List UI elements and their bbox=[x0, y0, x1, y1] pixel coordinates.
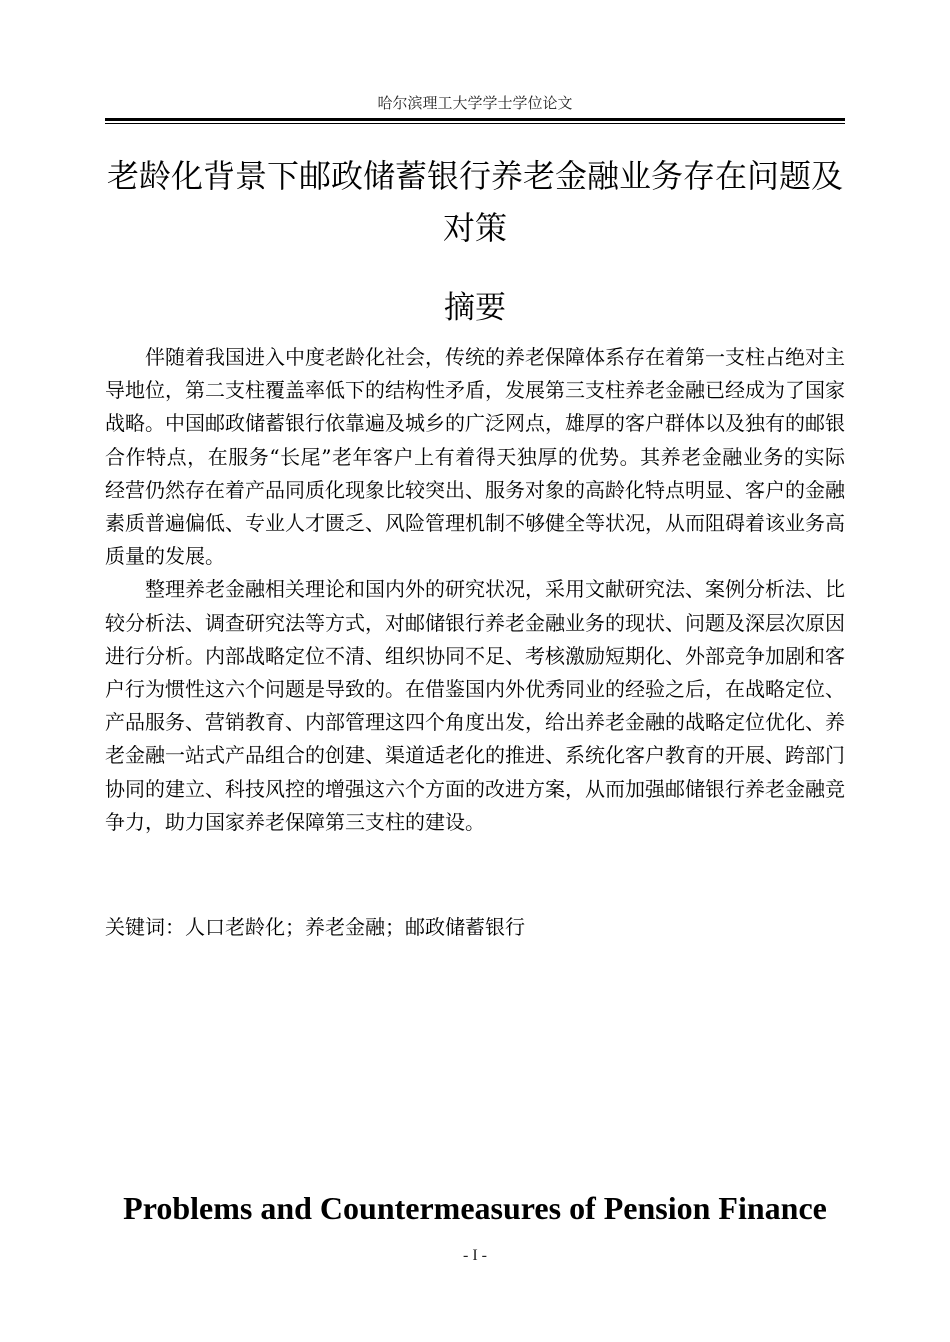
keywords-text: 人口老龄化；养老金融；邮政储蓄银行 bbox=[185, 915, 525, 939]
header-rule-thin bbox=[105, 123, 845, 124]
keywords-line bbox=[105, 912, 845, 942]
header-rule-thick bbox=[105, 118, 845, 121]
abstract-paragraph-1: 伴随着我国进入中度老龄化社会，传统的养老保障体系存在着第一支柱占绝对主导地位，第二支柱覆盖率低下的结构性矛盾，发展第三支柱养老金融已经成为了国家战略。中国邮政储蓄银行依靠遍及城乡的广泛网点，雄厚的客户群体以及独有的邮银合作特点，在服务“长尾”老年客户上有着得天独厚的优势。其养老金融业务的实际经营仍然存在着产品同质化现象比较突出、服务对象的高龄化特点明显、客户的金融素质普遍偏低、专业人才匮乏、风险管理机制不够健全等状况，从而阻碍着该业务高质量的发展。 bbox=[105, 345, 845, 569]
thesis-title: 老龄化背景下邮政储蓄银行养老金融业务存在问题及对策 bbox=[106, 157, 843, 247]
abstract-heading: 摘要 bbox=[444, 290, 506, 326]
english-title: Problems and Countermeasures of Pension Finance bbox=[123, 1190, 827, 1226]
abstract-paragraph-2: 整理养老金融相关理论和国内外的研究状况，采用文献研究法、案例分析法、比较分析法、调查研究法等方式，对邮储银行养老金融业务的现状、问题及深层次原因进行分析。内部战略定位不清、组织协同不足、考核激励短期化、外部竞争加剧和客户行为惯性这六个问题是导致的。在借鉴国内外优秀同业的经验之后，在战略定位、产品服务、营销教育、内部管理这四个角度出发，给出养老金融的战略定位优化、养老金融一站式产品组合的创建、渠道适老化的推进、系统化客户教育的开展、跨部门协同的建立、科技风控的增强这六个方面的改进方案，从而加强邮储银行养老金融竞争力，助力国家养老保障第三支柱的建设。 bbox=[105, 577, 845, 834]
keywords-label: 关键词： bbox=[105, 915, 185, 939]
abstract-body bbox=[105, 341, 845, 839]
page-number: - I - bbox=[463, 1247, 487, 1264]
running-header: 哈尔滨理工大学学士学位论文 bbox=[377, 94, 573, 112]
